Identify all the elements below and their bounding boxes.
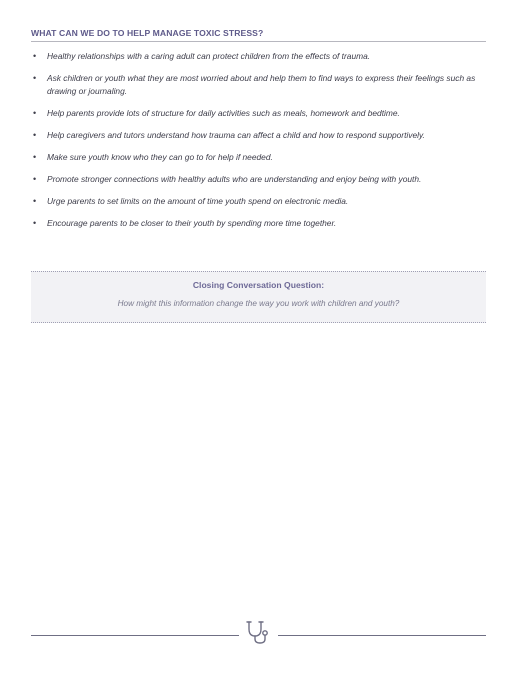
footer-divider-right [278,635,486,636]
closing-question-panel [31,271,486,323]
list-item-text: Healthy relationships with a caring adult can protect children from the effects of trauma. [47,51,371,61]
bullet-icon: • [33,218,37,229]
list-item [33,72,488,97]
list-item-text: Help parents provide lots of structure for daily activities such as meals, homework and bedtime. [47,107,400,118]
bullet-icon: • [33,151,37,162]
bullet-icon: • [33,129,37,140]
list-item [33,129,488,142]
stethoscope-icon [243,620,275,646]
list-item [33,217,488,230]
bullet-icon: • [33,196,37,207]
list-item-text: Help caregivers and tutors understand how trauma can affect a child and how to respond supportively. [47,129,425,140]
bullet-icon: • [33,73,37,84]
list-item [33,107,488,120]
list-item-text: Ask children or youth what they are most worried about and help them to find ways to express their feelings such as drawing or journaling. [47,73,476,96]
list-item [33,151,488,164]
list-item-text: Encourage parents to be closer to their youth by spending more time together. [47,218,337,229]
list-item-text: Make sure youth know who they can go to for help if needed. [47,151,273,162]
list-item [33,173,488,186]
list-item [33,50,488,63]
closing-question-text: How might this information change the way you work with children and youth? [117,299,400,308]
bullet-icon: • [33,51,37,61]
list-item-text: Urge parents to set limits on the amount of time youth spend on electronic media. [47,196,349,207]
bullet-icon: • [33,107,37,118]
list-item-text: Promote stronger connections with healthy adults who are understanding and enjoy being with youth. [47,174,422,185]
bullet-list [33,50,488,239]
section-heading: WHAT CAN WE DO TO HELP MANAGE TOXIC STRESS? [31,28,486,42]
footer-divider-left [31,635,239,636]
bullet-icon: • [33,174,37,185]
list-item [33,195,488,208]
page-footer [31,620,486,646]
closing-question-title: Closing Conversation Question: [192,280,325,290]
